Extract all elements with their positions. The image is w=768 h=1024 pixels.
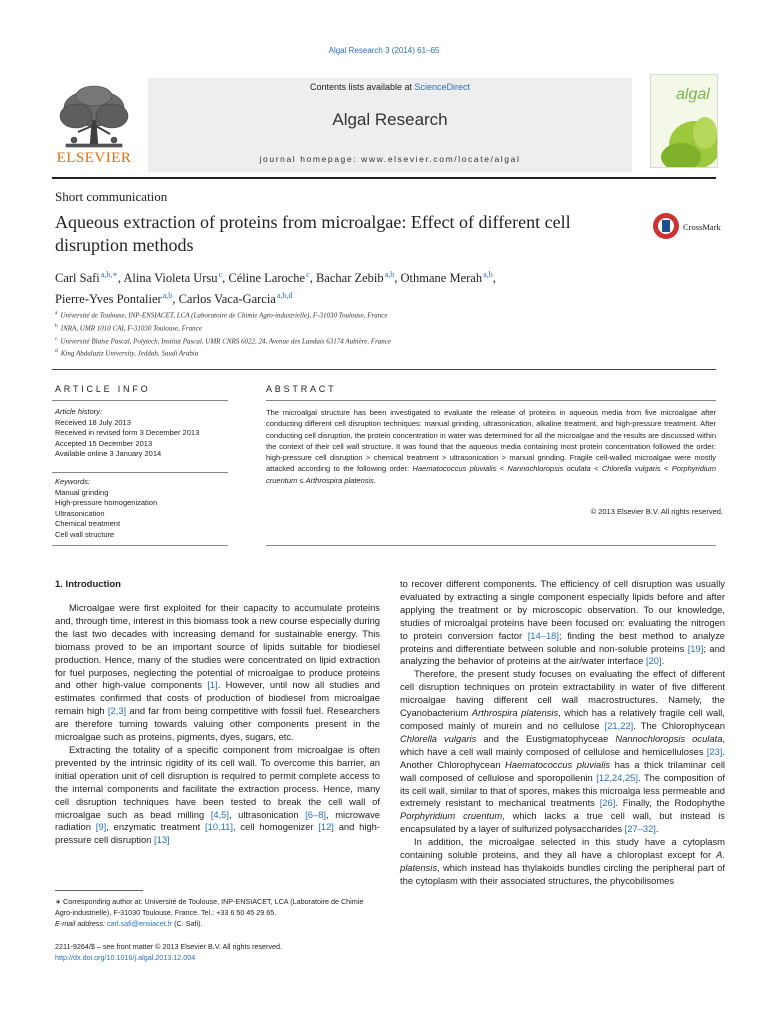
affiliation-line: $^c$ Université Blaise Pascal, Polytech, Institut Pascal, UMR CNRS 6022, 24, Avenue des Landais 63174 Aubière, France [55,335,392,345]
introduction-heading: 1. Introduction [55,579,121,590]
author-name[interactable]: Carlos Vaca-Garcia [178,292,276,307]
abstract-rule [266,400,716,401]
article-title: Aqueous extraction of proteins from microalgae: Effect of different cell disruption methods [55,212,571,255]
corresponding-author-footnote [55,896,380,929]
history-heading: Article history: [55,407,103,416]
abstract-rule [266,545,716,546]
author-name[interactable]: Pierre-Yves Pontalier [55,292,162,307]
author-name[interactable]: Alina Violeta Ursu [123,271,218,286]
history-item: Accepted 15 December 2013 [55,438,153,448]
citation-link[interactable]: [6–8] [305,808,327,820]
citation-link[interactable]: [14–18] [527,629,559,641]
author-affil-sup[interactable]: a,b [162,291,173,301]
affiliation-line: $^a$ Université de Toulouse, INP-ENSIACET, LCA (Laboratoire de Chimie Agro-industrielle), F-31030 Toulouse, France [55,310,388,320]
abstract-text: The microalgal structure has been investigated to evaluate the release of proteins in aqueous media from five microalgae after conducting different cell disruption techniques: manual grinding, ultrasonication, alkaline treatment, and high-pressure treatment. After conducting cell disruption, the protein concentration in water was determined for all the microalgae and the results are discussed within the context of their cell wall structure. It was found that the aqueous media containing most protein concentration followed the order: high-pressure cell disruption > chemical treatment > ultrasonication > manual grinding. Fragile cell-walled microalgae were mostly attacked according to the following order: Haematococcus pluvialis < Nannochloropsis oculata < Chlorella vulgaris < Porphyridium cruentum ≤ Arthrospira platensis. [266,408,716,485]
history-item: Received 18 July 2013 [55,417,131,427]
author-name[interactable]: Carl Safi [55,271,100,286]
article-info-rule [52,400,228,401]
article-info-rule [52,472,228,473]
journal-citation[interactable]: Algal Research 3 (2014) 61–65 [328,46,440,55]
contents-prefix: Contents lists available at [309,82,415,92]
crossmark-icon [652,211,724,241]
citation-link[interactable]: [19] [687,642,704,654]
citation-link[interactable]: [9] [95,821,107,833]
journal-homepage[interactable] [148,154,632,164]
author-affil-sup[interactable]: a,b [483,270,493,279]
body-left-column [55,602,380,847]
author-list: Carl Safi $^{a,b,∗}$, Alina Violeta Ursu $^c$, Céline Laroche $^c$, Bachar Zebib $^{a,b}$, Othmane Merah $^{a,b}$, Pierre-Yves Pontalier $^{a,b}$, Carlos Vaca-Garcia $^{a,b,d}$ [55,270,496,307]
issn-block [55,941,385,963]
body-right-column [400,578,725,888]
keywords [55,477,230,540]
citation-link[interactable]: [27–32] [624,823,656,835]
crossmark-label: CrossMark [683,222,721,232]
keyword-item: Ultrasonication [55,508,105,518]
author-affil-sup[interactable]: a,b [384,270,395,279]
email-label: E-mail address: [55,919,107,928]
affiliation-line: $^b$ INRA, UMR 1010 CAI, F-31030 Toulouse, France [55,322,202,333]
body-paragraph: Extracting the totality of a specific component from microalgae is often prevented by the intrinsic rigidity of its cell wall. To overcome this barrier, an initial operation unit of cell disruption is required to permit complete access to the internal components and facilitate the extraction process. Hence, many cell disruption techniques have been tested to break the cell wall of microalgae such as bead milling [4,5], ultrasonication [6–8], microwave radiation [9], enzymatic treatment [10,11], cell homogenizer [12] and high-pressure cell disruption [13] [55,743,380,846]
abstract-heading: ABSTRACT [266,384,337,394]
body-paragraph: to recover different components. The efficiency of cell disruption was usually evaluated by extracting a single component especially lipids before and after applying the treatment or by microscopic observation. To our knowledge, studies of microalgal proteins have been focused on: evaluating the nitrogen to protein conversion factor [14–18]; finding the best method to analyze proteins and differentiate between soluble and non-soluble proteins [19]; and analyzing the behavior of proteins at the air/water interface [20]. [400,578,726,667]
copyright-notice: © 2013 Elsevier B.V. All rights reserved. [590,507,723,516]
crossmark-badge[interactable] [652,211,724,241]
contents-available [148,82,632,92]
author-name[interactable]: Céline Laroche [228,271,306,286]
email-link[interactable]: carl.safi@ensiacet.fr [106,919,173,928]
keyword-item: Cell wall structure [55,529,115,539]
citation-link[interactable]: [10,11] [205,821,233,833]
history-item: Available online 3 January 2014 [55,449,162,458]
keyword-item: High-pressure homogenization [55,498,158,507]
issn-line: 2211-9264/$ – see front matter © 2013 Elsevier B.V. All rights reserved. [55,942,283,951]
author-affil-sup[interactable]: c [306,270,310,279]
footnote-text: ∗ Corresponding author at: Université de Toulouse, INP-ENSIACET, LCA (Laboratoire de Chimie Agro-industrielle), F-31030 Toulouse, France. Tel.: +33 6 50 45 29 65. [55,897,364,917]
body-paragraph: Therefore, the present study focuses on evaluating the effect of different cell disruption techniques on protein extractability in water of five different microalgae having different cell wall macrostructures. Namely, the Cyanobacterium Arthrospira platensis, which has a relatively fragile cell wall, composed mainly of murein and no cellulose [21,22]. The Chlorophycean Chlorella vulgaris and the Eustigmatophyceae Nannochloropsis oculata, which have a cell wall mainly composed of cellulose and hemicelluloses [23]. Another Chlorophycean Haematococcus pluvialis has a thick trilaminar cell wall composed of cellulose and sporopollenin [12,24,25]. The composition of its cell wall, similar to that of spores, makes this microalga less permeable and extremely resistant to mechanical treatments [26]. Finally, the Rodophythe Porphyridium cruentum, which lacks a true cell wall, but instead is encapsulated by a layer of sulfurized polysaccharides [27–32]. [400,668,726,835]
author-affil-sup[interactable]: a,b,∗ [100,270,118,279]
keyword-item: Manual grinding [55,487,109,497]
cover-journal-word: algal [676,86,710,103]
section-rule [52,369,716,370]
citation-link[interactable]: [26] [599,797,616,809]
article-history [55,407,230,460]
footnote-email-line: E-mail address: carl.safi@ensiacet.fr (C. Safi). [55,919,203,928]
citation-link[interactable]: [12] [318,821,334,833]
journal-title[interactable]: Algal Research [332,110,448,129]
article-info-rule [52,545,228,546]
homepage-url[interactable]: www.elsevier.com/locate/algal [361,154,521,164]
homepage-prefix: journal homepage: [259,154,362,164]
affiliation-line: $^d$ King Abdulaziz University, Jeddah, Saudi Arabia [55,348,199,358]
citation-link[interactable]: [13] [154,834,170,846]
citation-link[interactable]: [20] [645,655,662,667]
keyword-item: Chemical treatment [55,519,121,528]
affiliations [55,308,675,359]
article-info-heading: ARTICLE INFO [55,384,151,394]
keywords-heading: Keywords: [55,477,91,486]
body-paragraph: Microalgae were first exploited for their capacity to accumulate proteins and, through time, interest in this biomass took a new course especially during the last two decades with increasing demand for sustainable energy. This biomass proved to be an important source of lipids suitable for biodiesel production. Hence, many of the studies were concentrated on lipid extraction for fuel purposes, neglecting the potential of microalgae to produce proteins and other high-value components [1]. However, until now all studies and estimates confirmed that costs of production of biodiesel from microalgae remain high [2,3] and far from being competitive with fossil fuel. Researchers are therefore turning towards valuing other components present in the microalgae such as proteins, pigments, dyes, sugars, etc. [55,602,380,743]
author-affil-sup[interactable]: c [218,270,223,279]
citation-link[interactable]: [21,22] [604,719,634,731]
elsevier-wordmark[interactable]: ELSEVIER [56,150,132,166]
header-rule [52,177,716,179]
sciencedirect-link[interactable]: ScienceDirect [414,82,471,92]
article-type: Short communication [55,189,168,204]
citation-link[interactable]: [2,3] [107,705,127,717]
citation-link[interactable]: [1] [207,679,218,691]
history-item: Received in revised form 3 December 2013 [55,428,200,437]
citation-link[interactable]: [23] [706,745,723,757]
author-name[interactable]: Othmane Merah [400,271,483,286]
footnote-rule [55,890,143,891]
citation-link[interactable]: [12,24,25] [596,771,638,783]
body-paragraph: In addition, the microalgae selected in this study have a cytoplasm containing soluble proteins, and they all have a chloroplast except for A. platensis, which instead has thylakoids bundles circling the peripheral part of the cytoplasm with their associated structures, the phycobilisomes [400,836,725,886]
citation-link[interactable]: [4,5] [210,808,229,820]
author-name[interactable]: Bachar Zebib [315,271,384,286]
doi-link[interactable]: http://dx.doi.org/10.1016/j.algal.2013.12.004 [55,953,196,962]
author-affil-sup[interactable]: a,b,d [276,291,293,301]
